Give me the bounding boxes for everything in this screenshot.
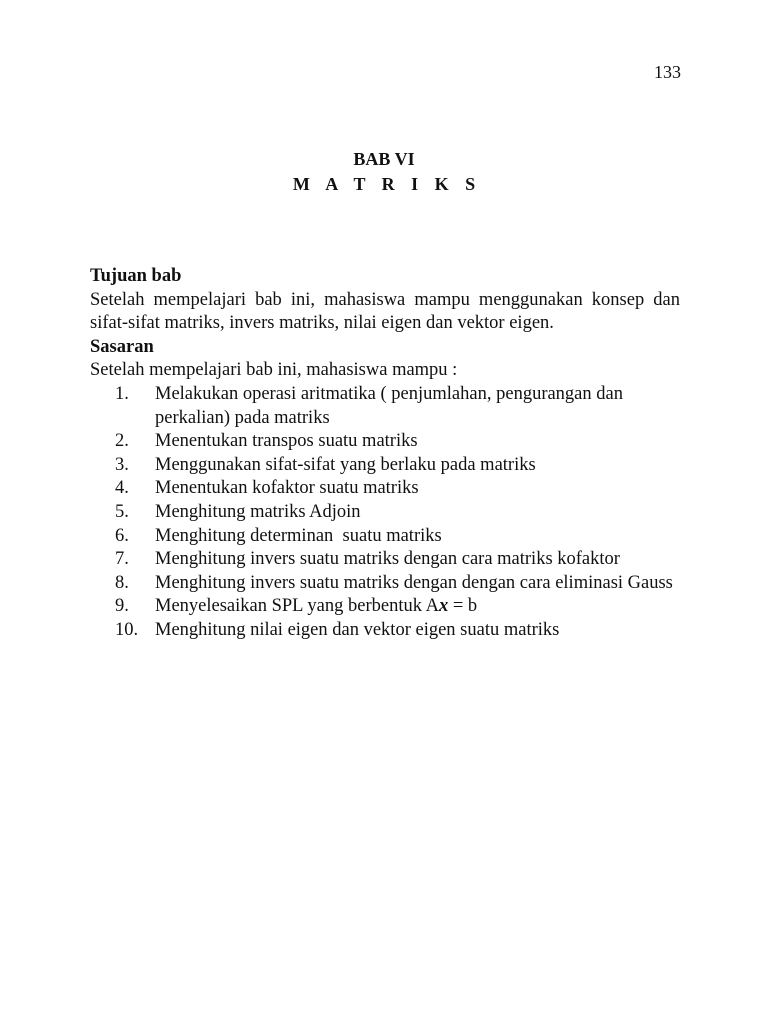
list-item (90, 501, 680, 525)
equation-text-after: = b (448, 596, 478, 617)
objectives-paragraph: Setelah mempelajari bab ini, mahasiswa mampu menggunakan konsep dan sifat-sifat matriks, invers matriks, nilai eigen dan vektor eigen. (90, 289, 680, 334)
chapter-label: BAB VI (353, 149, 415, 169)
list-item-text (155, 595, 675, 619)
list-item-text: Menentukan transpos suatu matriks (155, 431, 418, 452)
list-item-number: 4. (115, 478, 129, 499)
targets-list (90, 383, 680, 643)
chapter-content (90, 265, 680, 643)
list-item-number: 10. (115, 619, 139, 640)
list-item-number: 2. (115, 431, 129, 452)
list-item-text: Melakukan operasi aritmatika ( penjumlahan, pengurangan dan perkalian) pada matriks (155, 383, 623, 428)
list-item (90, 595, 680, 619)
chapter-heading (0, 147, 768, 197)
list-item-number: 1. (115, 383, 129, 404)
list-item-text: Menghitung invers suatu matriks dengan dengan cara eliminasi Gauss (155, 572, 673, 593)
list-item (90, 430, 680, 454)
objectives-heading: Tujuan bab (90, 266, 182, 286)
equation-variable: x (438, 596, 449, 617)
list-item (90, 548, 680, 572)
targets-intro: Setelah mempelajari bab ini, mahasiswa mampu : (90, 360, 458, 381)
list-item-text: Menghitung invers suatu matriks dengan cara matriks kofaktor (155, 549, 620, 570)
list-item (90, 477, 680, 501)
list-item-number: 3. (115, 454, 129, 475)
list-item-number: 7. (115, 549, 129, 570)
list-item-text: Menghitung nilai eigen dan vektor eigen suatu matriks (155, 619, 560, 640)
list-item-text: Menentukan kofaktor suatu matriks (155, 478, 419, 499)
list-item-number: 6. (115, 525, 129, 546)
list-item (90, 383, 680, 430)
list-item (90, 525, 680, 549)
targets-heading: Sasaran (90, 336, 154, 357)
list-item-number: 9. (115, 596, 129, 617)
list-item-number: 8. (115, 572, 129, 593)
list-item-number: 5. (115, 501, 129, 522)
list-item-text: Menggunakan sifat-sifat yang berlaku pada matriks (155, 454, 536, 475)
list-item (90, 619, 680, 643)
chapter-title: M A T R I K S (292, 174, 482, 194)
list-item (90, 572, 680, 596)
equation-text-before: Menyelesaikan SPL yang berbentuk A (155, 596, 439, 617)
list-item-text: Menghitung matriks Adjoin (155, 501, 361, 522)
list-item (90, 454, 680, 478)
list-item-text: Menghitung determinan suatu matriks (155, 525, 442, 546)
page-number: 133 (654, 62, 681, 82)
